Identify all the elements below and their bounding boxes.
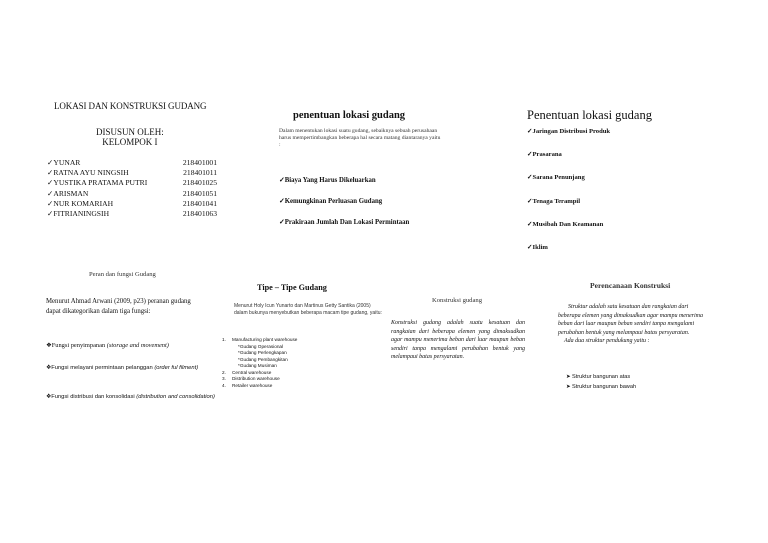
member-nim: 218401025 xyxy=(182,178,217,188)
function-label: ❖Fungsi melayani permintaan pelanggan xyxy=(46,365,155,371)
page-title: LOKASI DAN KONSTRUKSI GUDANG xyxy=(54,101,207,111)
list-item xyxy=(46,341,216,350)
list-item xyxy=(46,364,216,373)
item-label: Struktur bangunan bawah xyxy=(572,383,637,390)
section-title: Peran dan fungsi Gudang xyxy=(89,271,156,278)
function-label: ❖Fungsi distribusi dan konsolidasi xyxy=(46,394,137,400)
body-paragraph: Struktur adalah satu kesatuan dan rangkaian dari beberapa elemen yang dimaksudkan agar mampu menerima beban dari luar maupun beban sendiri tanpa mengalami perubahan bentuk yang melampaui batas persyaratan. xyxy=(558,304,703,336)
factor-list xyxy=(279,176,409,239)
item-label: Struktur bangunan atas xyxy=(572,374,631,380)
list-item xyxy=(566,383,636,393)
item-label: *Gudang Perlengkapan xyxy=(238,350,287,355)
chevron-right-icon: ➤ xyxy=(566,374,571,380)
author-block xyxy=(96,127,164,147)
section-body: Konstruksi gudang adalah suatu kesatuan dan rangkaian dari beberapa elemen yang dimaksudkan agar mampu menerima beban dari luar maupun beban sendiri tanpa mengalami perubahan bentuk yang melampaui batas persyaratan. xyxy=(391,320,525,360)
list-item: ✓Prasarana xyxy=(527,151,562,159)
function-note: (storage and movement) xyxy=(106,342,169,349)
warehouse-type-list xyxy=(222,337,297,389)
chevron-right-icon: ➤ xyxy=(566,383,571,390)
list-item xyxy=(566,373,636,383)
member-name: ✓RATNA AYU NINGSIH xyxy=(47,168,129,178)
factor-list xyxy=(527,127,610,266)
list-item xyxy=(46,393,216,402)
section-title: Konstruksi gudang xyxy=(432,297,483,304)
list-item xyxy=(47,158,217,168)
subtitle-line1: DISUSUN OLEH: xyxy=(96,127,164,137)
section-title: Perencanaan Konstruksi xyxy=(590,281,671,290)
member-list xyxy=(47,158,217,219)
item-number: 1. xyxy=(222,337,226,342)
member-nim: 218401063 xyxy=(182,209,217,219)
member-nim: 218401011 xyxy=(183,168,217,178)
list-item xyxy=(47,199,217,209)
item-label: *Gudang Pembangkitan xyxy=(238,356,288,362)
member-nim: 218401001 xyxy=(182,158,217,167)
list-item xyxy=(222,383,297,390)
item-label: Distribution warehouse xyxy=(232,376,280,381)
list-item: ✓Prakiraan Jumlah Dan Lokasi Permintaan xyxy=(279,219,410,226)
body-paragraph: Ada dua struktur pendukung yaitu : xyxy=(564,338,650,344)
item-label: *Gudang Operasional xyxy=(238,343,284,349)
list-item xyxy=(47,189,217,199)
member-nim: 218401041 xyxy=(182,198,217,208)
list-item: ✓Sarana Penunjang xyxy=(527,174,585,182)
item-number: 3. xyxy=(222,376,226,381)
list-item: ✓Biaya Yang Harus Dikeluarkan xyxy=(279,177,376,184)
list-item: ✓Musibah Dan Keamanan xyxy=(527,220,604,228)
member-name: ✓NUR KOMARIAH xyxy=(47,198,114,208)
list-item: ✓Jaringan Distribusi Produk xyxy=(527,128,611,135)
member-name: ✓YUSTIKA PRATAMA PUTRI xyxy=(47,178,148,188)
item-label: Central warehouse xyxy=(232,369,272,375)
section-body xyxy=(558,303,704,346)
item-number: 2. xyxy=(222,369,226,375)
function-note: (distribution and consolidation) xyxy=(136,394,215,400)
subtitle-line2: KELOMPOK I xyxy=(102,137,158,147)
member-nim: 218401051 xyxy=(182,188,217,198)
list-item: ✓Iklim xyxy=(527,243,548,251)
function-note: (order ful filment) xyxy=(154,365,199,371)
list-item xyxy=(47,209,217,219)
section-title: penentuan lokasi gudang xyxy=(293,110,406,121)
item-label: *Gudang Musiman xyxy=(238,363,277,368)
member-name: ✓ARISMAN xyxy=(47,188,89,198)
item-label: Manufacturing plant warehouse xyxy=(232,337,298,342)
list-item: ✓Kemungkinan Perluasan Gudang xyxy=(279,198,383,205)
function-label: ❖Fungsi penyimpanan xyxy=(46,342,107,349)
section-title: Tipe – Tipe Gudang xyxy=(257,283,327,292)
member-name: ✓YUNAR xyxy=(47,158,81,167)
item-number: 4. xyxy=(222,382,226,388)
section-intro: Dalam menentukan lokasi suatu gudang, sebaiknya sebuah perusahaan harus mempertimbangkan beberapa hal secara matang diantaranya yaitu : xyxy=(279,128,441,148)
section-title: Penentuan lokasi gudang xyxy=(527,108,652,122)
list-item xyxy=(47,178,217,188)
list-item xyxy=(47,168,217,178)
item-label: Retailer warehouse xyxy=(232,382,273,388)
member-name: ✓FITRIANINGSIH xyxy=(47,209,110,219)
structure-list xyxy=(566,373,636,392)
section-intro: Menurut Ahmad Arwani (2009, p23) peranan gudang dapat dikategorikan dalam tiga fungsi: xyxy=(46,298,191,315)
section-intro: Menurut Holy Icun Yunarto dan Martinus Getty Santika (2005) dalam bukunya menyebutkan beberapa macam tipe gudang, yaitu: xyxy=(234,303,382,317)
list-item: ✓Tenaga Terampil xyxy=(527,197,581,205)
